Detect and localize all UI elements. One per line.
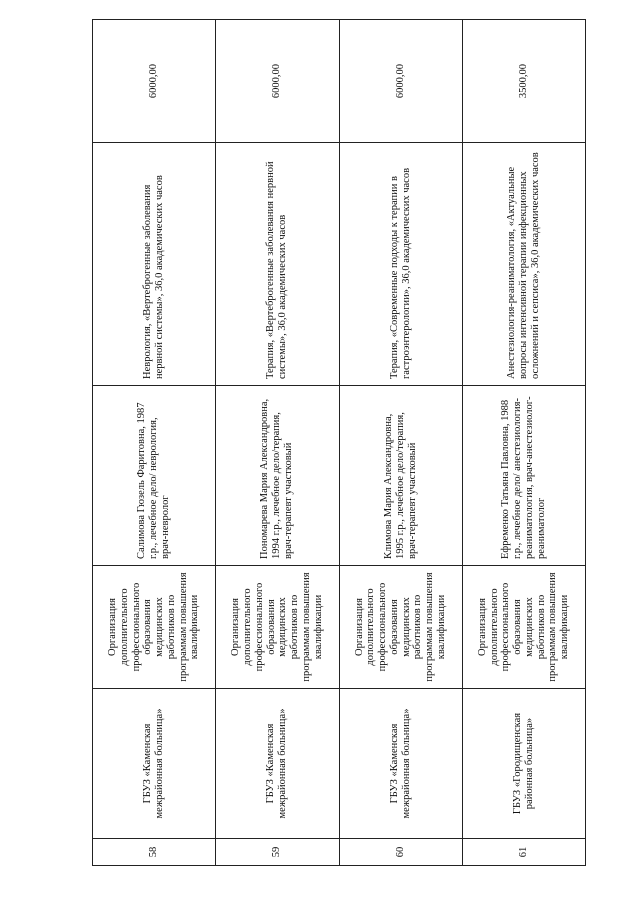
person-info: Ефременко Татьяна Павловна, 1988 г.р., лечебное дело/ анестезиология-реаниматология, врач-анестезиолог-реаниматолог (462, 386, 585, 566)
table-row (216, 20, 339, 866)
amount: 6000,00 (93, 20, 216, 143)
organization-name: ГБУЗ «Каменская межрайонная больница» (216, 689, 339, 839)
organization-name: ГБУЗ «Городищенская районная больница» (462, 689, 585, 839)
program-type: Организация дополнительного профессионального образования медицинских работников по программам повышения квалификации (93, 566, 216, 689)
table-row (339, 20, 462, 866)
program-type: Организация дополнительного профессионального образования медицинских работников по программам повышения квалификации (216, 566, 339, 689)
rotated-page (92, 20, 586, 866)
row-number: 59 (216, 839, 339, 866)
row-number: 58 (93, 839, 216, 866)
funding-table (92, 19, 586, 866)
person-info: Салимова Гюзель Фаритовна, 1987 г.р., лечебное дело/ неврология, врач-невролог (93, 386, 216, 566)
table-row (462, 20, 585, 866)
row-number: 60 (339, 839, 462, 866)
program-type: Организация дополнительного профессионального образования медицинских работников по программам повышения квалификации (339, 566, 462, 689)
course-info: Терапия, «Современные подходы к терапии в гастроэнтерологии», 36,0 академических часов (339, 143, 462, 386)
organization-name: ГБУЗ «Каменская межрайонная больница» (339, 689, 462, 839)
amount: 3500,00 (462, 20, 585, 143)
amount: 6000,00 (339, 20, 462, 143)
program-type: Организация дополнительного профессионального образования медицинских работников по программам повышения квалификации (462, 566, 585, 689)
amount: 6000,00 (216, 20, 339, 143)
row-number: 61 (462, 839, 585, 866)
course-info: Терапия, «Вертеброгенные заболевания нервной системы», 36,0 академических часов (216, 143, 339, 386)
course-info: Анестезиология-реаниматология, «Актуальные вопросы интенсивной терапии инфекционных осложнений и сепсиса», 36,0 академических часов (462, 143, 585, 386)
course-info: Неврология, «Вертеброгенные заболевания нервной системы», 36,0 академических часов (93, 143, 216, 386)
table-row (93, 20, 216, 866)
person-info: Климова Мария Александровна, 1995 г.р., лечебное дело/терапия, врач-терапевт участковый (339, 386, 462, 566)
organization-name: ГБУЗ «Каменская межрайонная больница» (93, 689, 216, 839)
person-info: Пономарева Мария Александровна, 1994 г.р., лечебное дело/терапия, врач-терапевт участковый (216, 386, 339, 566)
